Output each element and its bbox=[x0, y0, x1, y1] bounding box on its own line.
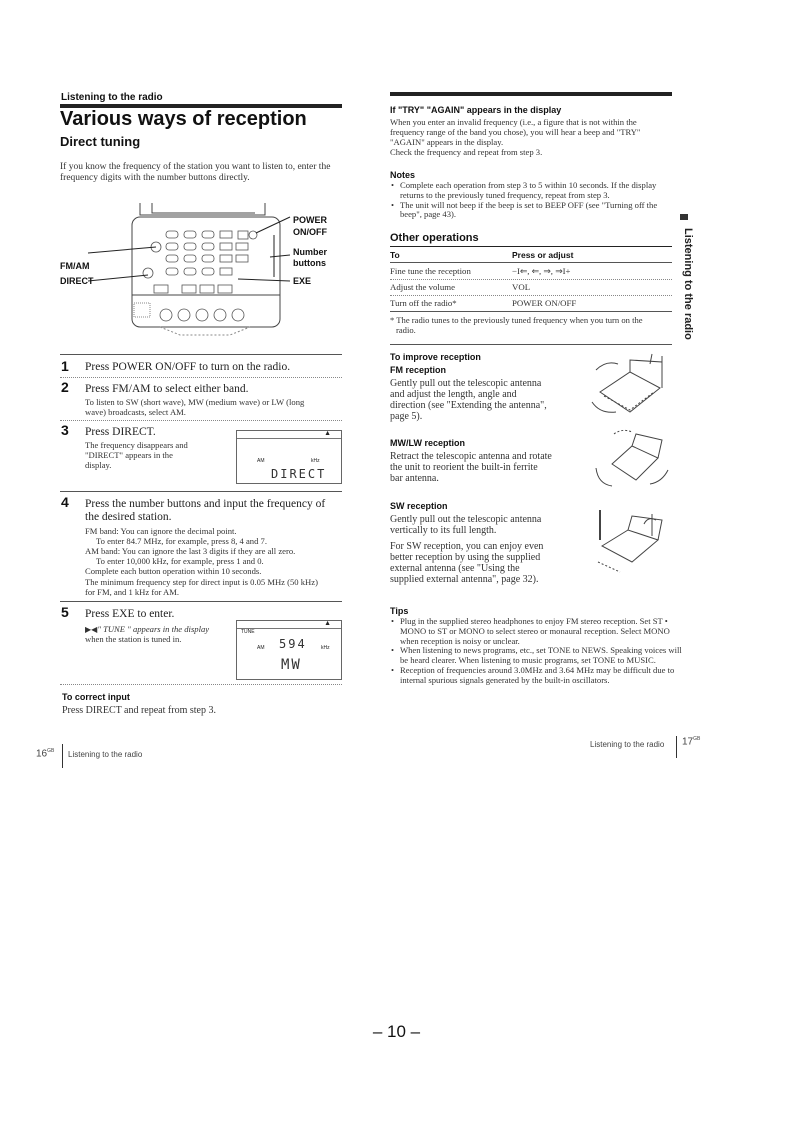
table-cell-to: Adjust the volume bbox=[390, 282, 455, 292]
lcd-direct-text: DIRECT bbox=[271, 467, 327, 481]
step-number: 1 bbox=[61, 358, 69, 374]
step-detail: To enter 84.7 MHz, for example, press 8, 4 and 7. bbox=[96, 536, 267, 546]
step-rule bbox=[60, 601, 342, 602]
mw-text: Retract the telescopic antenna and rotate bbox=[390, 451, 552, 462]
step-title: Press FM/AM to select either band. bbox=[85, 383, 249, 395]
step-number: 3 bbox=[61, 422, 69, 438]
table-rule bbox=[390, 279, 672, 280]
lcd-khz: kHz bbox=[311, 458, 320, 464]
header-rule bbox=[390, 92, 672, 96]
footer-divider bbox=[62, 744, 63, 768]
buttons-label: buttons bbox=[293, 258, 326, 268]
other-operations-heading: Other operations bbox=[390, 232, 479, 244]
lcd-frequency: 594 bbox=[279, 637, 307, 651]
step-detail: AM band: You can ignore the last 3 digits if they are all zero. bbox=[85, 546, 296, 556]
number-label: Number bbox=[293, 247, 328, 257]
step-detail: To enter 10,000 kHz, for example, press 1 and 0. bbox=[96, 556, 264, 566]
step-detail: The minimum frequency step for direct input is 0.05 MHz (50 kHz) bbox=[85, 577, 318, 587]
sw-text: vertically to its full length. bbox=[390, 525, 497, 536]
step-title: Press DIRECT. bbox=[85, 426, 156, 438]
sw-text: external antenna (see "Using the bbox=[390, 563, 520, 574]
step-title: Press POWER ON/OFF to turn on the radio. bbox=[85, 361, 291, 373]
fm-am-label: FM/AM bbox=[60, 261, 90, 271]
sw-text: better reception by using the supplied bbox=[390, 552, 541, 563]
power-label: POWER bbox=[293, 215, 328, 225]
try-text-line: frequency range of the band you chose), you will hear a beep and "TRY" bbox=[390, 127, 641, 137]
table-note: * The radio tunes to the previously tuned frequency when you turn on the bbox=[390, 315, 643, 325]
notes-list bbox=[390, 181, 672, 220]
note-item: • The unit will not beep if the beep is set to BEEP OFF (see "Turning off the beep", page 43). bbox=[400, 201, 672, 221]
step-rule bbox=[60, 491, 342, 492]
footer-divider bbox=[676, 736, 677, 758]
lcd-tune: TUNE bbox=[241, 629, 255, 635]
lcd-am: AM bbox=[257, 458, 265, 464]
mw-heading: MW/LW reception bbox=[390, 438, 465, 448]
side-tab-label: Listening to the radio bbox=[682, 228, 694, 340]
side-tab-marker bbox=[680, 214, 688, 220]
step-detail: "DIRECT" appears in the bbox=[85, 450, 173, 460]
tip-item: • When listening to news programs, etc., set TONE to NEWS. Speaking voices will be heard clearer. When listening to music programs, set TONE to MUSIC. bbox=[400, 646, 682, 666]
correct-heading: To correct input bbox=[62, 692, 130, 702]
try-heading: If "TRY" "AGAIN" appears in the display bbox=[390, 105, 562, 115]
table-note: radio. bbox=[396, 325, 416, 335]
exe-label: EXE bbox=[293, 276, 312, 286]
section-subtitle: Direct tuning bbox=[60, 134, 141, 149]
fm-text: direction (see "Extending the antenna", bbox=[390, 400, 547, 411]
notes-heading: Notes bbox=[390, 170, 416, 180]
sw-text: supplied external antenna", page 32). bbox=[390, 574, 539, 585]
fm-text: and adjust the length, angle and bbox=[390, 389, 517, 400]
play-pause-icon: ▶◀ bbox=[85, 625, 98, 634]
direct-label: DIRECT bbox=[60, 276, 94, 286]
step-rule bbox=[60, 377, 342, 378]
sw-text: For SW reception, you can enjoy even bbox=[390, 541, 544, 552]
fm-text: Gently pull out the telescopic antenna bbox=[390, 378, 542, 389]
triangle-icon: ▲ bbox=[324, 619, 331, 627]
sw-antenna-illustration bbox=[592, 506, 672, 576]
step-title: Press EXE to enter. bbox=[85, 608, 175, 620]
step-title: Press the number buttons and input the frequency of bbox=[85, 498, 326, 510]
fm-antenna-illustration bbox=[590, 352, 670, 422]
step-title: the desired station. bbox=[85, 511, 172, 523]
mw-text: bar antenna. bbox=[390, 473, 439, 484]
table-head-to: To bbox=[390, 250, 400, 260]
table-rule bbox=[390, 262, 672, 263]
step-rule bbox=[60, 354, 342, 355]
step-detail: To listen to SW (short wave), MW (medium wave) or LW (long bbox=[85, 397, 305, 407]
step-rule bbox=[60, 420, 342, 421]
step-number: 5 bbox=[61, 604, 69, 620]
step-number: 4 bbox=[61, 494, 69, 510]
footer-page-number: $17^{GB}$ bbox=[682, 736, 701, 748]
tips-heading: Tips bbox=[390, 606, 409, 616]
footer-title: Listening to the radio bbox=[590, 740, 665, 749]
step-detail: display. bbox=[85, 460, 112, 470]
step-detail: Complete each button operation within 10 seconds. bbox=[85, 566, 262, 576]
step-detail: when the station is tuned in. bbox=[85, 634, 182, 644]
tips-list bbox=[390, 617, 682, 686]
lcd-display-direct bbox=[236, 430, 342, 484]
section-label: Listening to the radio bbox=[61, 92, 163, 103]
power-onoff-label: ON/OFF bbox=[293, 227, 327, 237]
step-rule bbox=[60, 684, 342, 685]
table-rule bbox=[390, 311, 672, 312]
lcd-am: AM bbox=[257, 645, 265, 651]
page-title: Various ways of reception bbox=[60, 108, 307, 130]
triangle-icon: ▲ bbox=[324, 429, 331, 437]
table-rule bbox=[390, 246, 672, 247]
step-detail: The frequency disappears and bbox=[85, 440, 188, 450]
page-number: – 10 – bbox=[372, 1022, 421, 1041]
sw-text: Gently pull out the telescopic antenna bbox=[390, 514, 542, 525]
intro-text: If you know the frequency of the station you want to listen to, enter the frequency digits with the number buttons directly. bbox=[60, 162, 331, 183]
table-cell-press: POWER ON/OFF bbox=[512, 298, 577, 308]
lcd-band: MW bbox=[281, 657, 302, 673]
note-item: • Complete each operation from step 3 to 5 within 10 seconds. If the display returns to the previously tuned frequency, repeat from step 3. bbox=[400, 181, 672, 201]
sw-heading: SW reception bbox=[390, 501, 448, 511]
step-detail: FM band: You can ignore the decimal point. bbox=[85, 526, 237, 536]
table-cell-press: VOL bbox=[512, 282, 531, 292]
footer-title: Listening to the radio bbox=[68, 750, 143, 759]
table-cell-to: Turn off the radio* bbox=[390, 298, 457, 308]
section-rule bbox=[390, 344, 672, 345]
table-cell-to: Fine tune the reception bbox=[390, 266, 471, 276]
tip-item: • Plug in the supplied stereo headphones to enjoy FM stereo reception. Set ST • MONO to ST or MONO to select stereo or monaural reception. Select MONO when reception is noisy or unclear. bbox=[400, 617, 682, 646]
try-text-line: Check the frequency and repeat from step 3. bbox=[390, 147, 543, 157]
lcd-display-tune bbox=[236, 620, 342, 680]
radio-diagram bbox=[60, 195, 350, 345]
try-text-line: "AGAIN" appears in the display. bbox=[390, 137, 504, 147]
fm-heading: FM reception bbox=[390, 365, 447, 375]
mw-text: the unit to reorient the built-in ferrite bbox=[390, 462, 538, 473]
mw-antenna-illustration bbox=[592, 428, 672, 492]
table-cell-press: −I⇐, ⇐, ⇒, ⇒I+ bbox=[512, 266, 571, 276]
improve-heading: To improve reception bbox=[390, 352, 481, 362]
footer-page-number: $16^{GB}$ bbox=[36, 748, 55, 760]
lcd-khz: kHz bbox=[321, 645, 330, 651]
try-text-line: When you enter an invalid frequency (i.e., a figure that is not within the bbox=[390, 117, 637, 127]
step-detail: for FM, and 1 kHz for AM. bbox=[85, 587, 180, 597]
tip-item: • Reception of frequencies around 3.0MHz and 3.64 MHz may be difficult due to internal spurious signals generated by the built-in oscillators. bbox=[400, 666, 682, 686]
table-head-press: Press or adjust bbox=[512, 250, 574, 260]
step-number: 2 bbox=[61, 379, 69, 395]
fm-text: page 5). bbox=[390, 411, 423, 422]
step-detail: ▶◀" TUNE " appears in the display bbox=[85, 624, 210, 634]
step-detail: wave) broadcasts, select AM. bbox=[85, 407, 186, 417]
table-rule bbox=[390, 295, 672, 296]
correct-text: Press DIRECT and repeat from step 3. bbox=[62, 705, 216, 716]
